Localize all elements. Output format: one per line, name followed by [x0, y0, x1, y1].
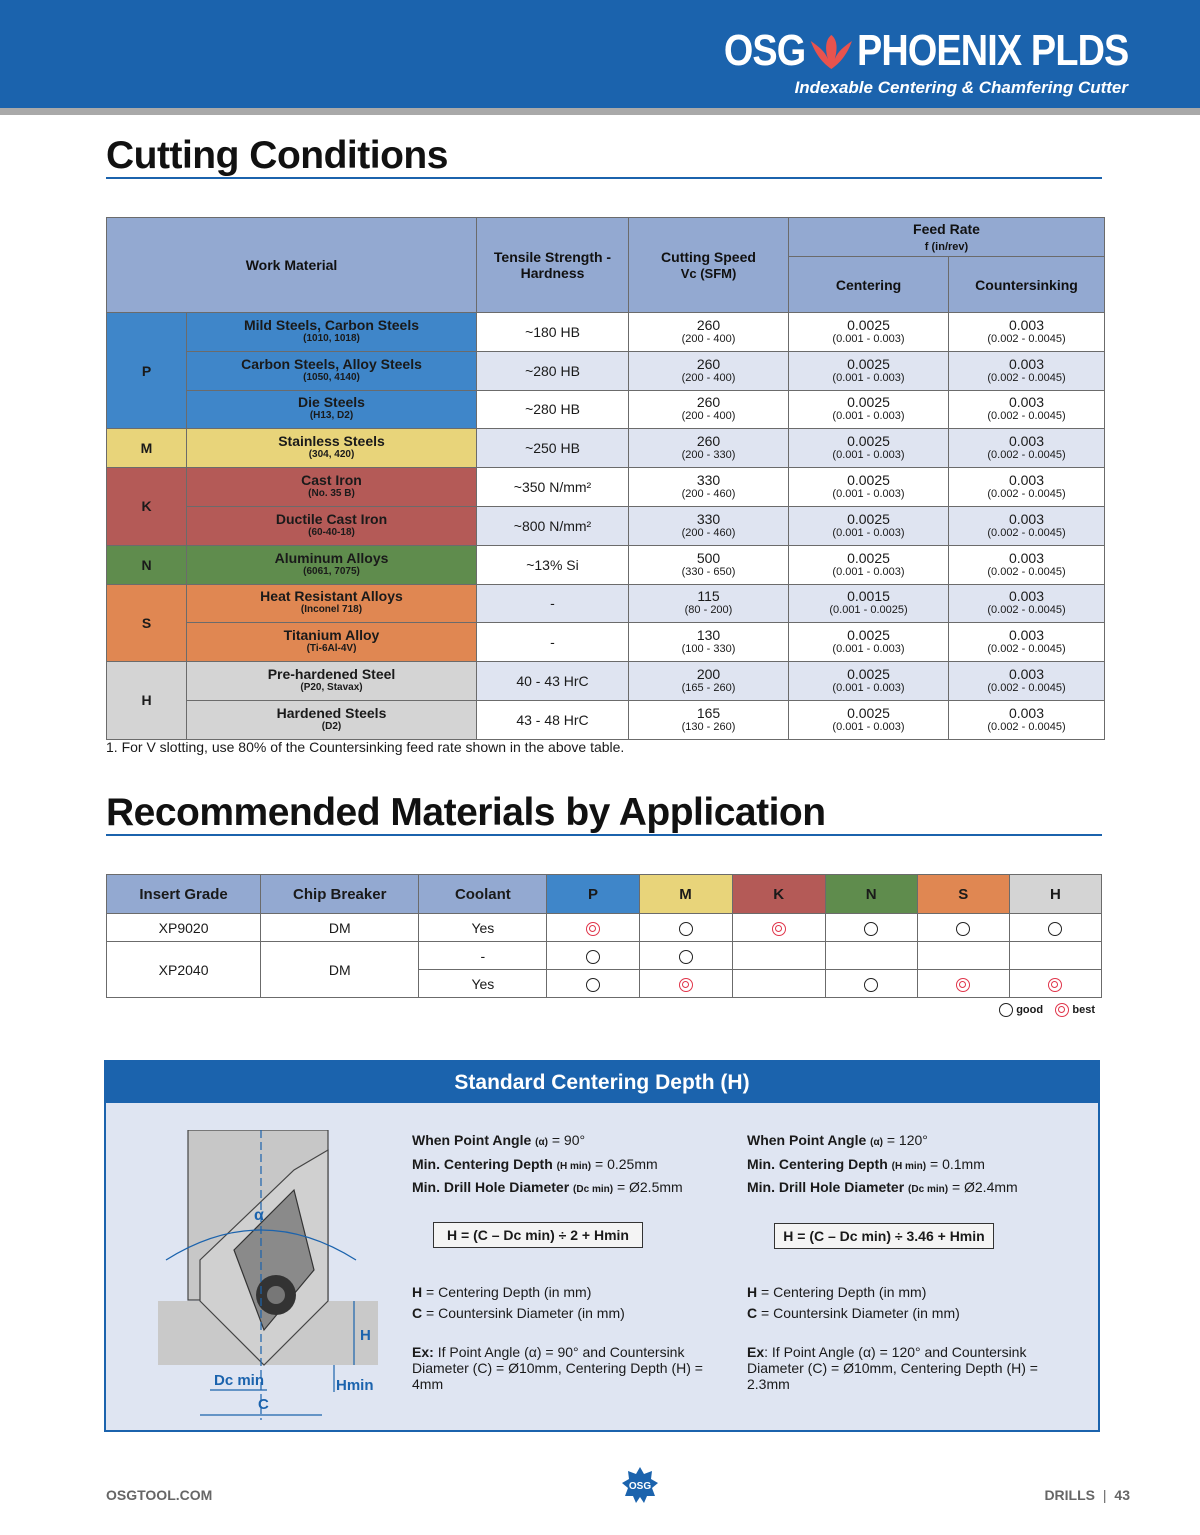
- value-cell: [477, 468, 629, 507]
- value-main: 260: [696, 394, 721, 411]
- rating-cell: [547, 914, 639, 942]
- value-range: (200 - 400): [681, 332, 736, 345]
- right-example: Ex: If Point Angle (α) = 120° and Countersink Diameter (C) = Ø10mm, Centering Depth (H) = 2.3mm: [747, 1344, 1038, 1392]
- header-stripe: [0, 108, 1200, 115]
- value-cell: [949, 351, 1105, 390]
- value-main: 0.003: [1008, 355, 1045, 372]
- value-main: 0.0025: [847, 510, 890, 527]
- value-main: ~280 HB: [525, 362, 580, 379]
- value-main: 260: [696, 433, 721, 450]
- value-range: (165 - 260): [681, 682, 736, 695]
- legend: [999, 1003, 1095, 1017]
- cutting-conditions-title: Cutting Conditions: [106, 134, 448, 177]
- value-cell: [789, 390, 949, 429]
- rating-cell: [825, 970, 917, 998]
- material-cell: [187, 545, 477, 584]
- title-rule: [106, 177, 1102, 179]
- value-cell: [629, 506, 789, 545]
- value-cell: [629, 700, 789, 739]
- value-cell: [629, 584, 789, 623]
- value-cell: [789, 468, 949, 507]
- chip-breaker-cell: DM: [261, 942, 419, 998]
- rating-cell: [732, 970, 825, 998]
- good-circle-icon: [864, 978, 878, 992]
- value-range: (0.001 - 0.003): [832, 526, 905, 539]
- value-range: (80 - 200): [684, 604, 733, 617]
- value-range: (330 - 650): [681, 565, 736, 578]
- rating-cell: [917, 942, 1009, 970]
- header-centering: Centering: [789, 257, 949, 313]
- material-name: Mild Steels, Carbon Steels: [243, 316, 420, 333]
- rating-cell: [825, 942, 917, 970]
- recommended-materials-title: Recommended Materials by Application: [106, 791, 826, 834]
- table-row: [107, 700, 1105, 739]
- value-range: (0.002 - 0.0045): [987, 643, 1066, 656]
- value-range: (200 - 330): [681, 449, 736, 462]
- value-cell: [949, 390, 1105, 429]
- material-cell: [187, 390, 477, 429]
- value-main: 0.003: [1008, 588, 1045, 605]
- value-main: ~250 HB: [525, 440, 580, 457]
- right-formula: H = (C – Dc min) ÷ 3.46 + Hmin: [774, 1223, 994, 1249]
- value-main: 0.0025: [847, 433, 890, 450]
- table-row: [107, 662, 1105, 701]
- value-main: 0.0025: [847, 704, 890, 721]
- value-range: (100 - 330): [681, 643, 736, 656]
- rating-cell: [732, 942, 825, 970]
- chip-breaker-cell: DM: [261, 914, 419, 942]
- material-group-cell: H: [107, 662, 187, 740]
- value-cell: [477, 390, 629, 429]
- material-grades: (No. 35 B): [308, 488, 355, 500]
- material-cell: [187, 662, 477, 701]
- value-main: ~13% Si: [526, 556, 579, 573]
- panel-title: Standard Centering Depth (H): [106, 1062, 1098, 1103]
- value-range: (0.001 - 0.003): [832, 682, 905, 695]
- value-range: (200 - 460): [681, 526, 736, 539]
- header-speed: Cutting Speed Vc (SFM): [629, 218, 789, 313]
- column-header: S: [917, 875, 1009, 914]
- best-double-circle-icon: [586, 922, 600, 936]
- value-main: 0.003: [1008, 704, 1045, 721]
- value-main: 0.003: [1008, 549, 1045, 566]
- material-grades: (P20, Stavax): [300, 682, 363, 694]
- good-circle-icon: [956, 922, 970, 936]
- value-main: 0.0025: [847, 355, 890, 372]
- column-header: N: [825, 875, 917, 914]
- best-double-circle-icon: [679, 978, 693, 992]
- value-cell: [629, 623, 789, 662]
- value-cell: [629, 351, 789, 390]
- value-cell: [949, 623, 1105, 662]
- value-range: (0.002 - 0.0045): [987, 565, 1066, 578]
- left-example: Ex: If Point Angle (α) = 90° and Countersink Diameter (C) = Ø10mm, Centering Depth (H) = 4mm: [412, 1344, 703, 1392]
- value-cell: [789, 700, 949, 739]
- value-cell: [789, 584, 949, 623]
- rating-cell: [639, 942, 732, 970]
- value-cell: [629, 313, 789, 352]
- value-cell: [477, 662, 629, 701]
- header-feed-rate: Feed Rate f (in/rev): [789, 218, 1105, 257]
- column-header: K: [732, 875, 825, 914]
- best-double-circle-icon: [772, 922, 786, 936]
- table-row: [107, 313, 1105, 352]
- material-cell: [187, 351, 477, 390]
- value-main: 0.0025: [847, 472, 890, 489]
- table-row: [107, 390, 1105, 429]
- value-main: 43 - 48 HrC: [516, 711, 589, 728]
- left-spec-block: When Point Angle (α) = 90° Min. Centering Depth (H min) = 0.25mm Min. Drill Hole Diameter (Dc min) = Ø2.5mm: [412, 1132, 683, 1195]
- value-main: 130: [696, 627, 721, 644]
- rating-cell: [1009, 942, 1101, 970]
- dcmin-label: Dc min: [214, 1372, 265, 1389]
- value-cell: [629, 390, 789, 429]
- table-row: [107, 545, 1105, 584]
- value-range: (0.001 - 0.003): [832, 410, 905, 423]
- value-main: 40 - 43 HrC: [516, 673, 589, 690]
- value-cell: [477, 506, 629, 545]
- recommended-materials-table: [106, 874, 1102, 998]
- legend-best: best: [1072, 1004, 1095, 1016]
- value-range: (0.001 - 0.003): [832, 643, 905, 656]
- material-cell: [187, 468, 477, 507]
- value-cell: [477, 584, 629, 623]
- value-main: 0.003: [1008, 627, 1045, 644]
- header-work-material: Work Material: [107, 218, 477, 313]
- value-range: (0.001 - 0.0025): [829, 604, 908, 617]
- value-cell: [789, 506, 949, 545]
- material-cell: [187, 623, 477, 662]
- hmin-label: Hmin: [336, 1377, 374, 1394]
- material-cell: [187, 429, 477, 468]
- value-cell: [629, 429, 789, 468]
- value-range: (0.002 - 0.0045): [987, 449, 1066, 462]
- value-range: (0.001 - 0.003): [832, 449, 905, 462]
- value-cell: [789, 429, 949, 468]
- material-name: Hardened Steels: [276, 704, 387, 721]
- column-header: Chip Breaker: [261, 875, 419, 914]
- left-definitions: H = Centering Depth (in mm) C = Countersink Diameter (in mm): [412, 1284, 625, 1321]
- value-cell: [789, 623, 949, 662]
- material-group-cell: K: [107, 468, 187, 546]
- value-cell: [789, 313, 949, 352]
- good-circle-icon: [1048, 922, 1062, 936]
- value-main: 0.0025: [847, 666, 890, 683]
- value-cell: [949, 700, 1105, 739]
- rating-cell: [547, 970, 639, 998]
- value-main: 0.003: [1008, 433, 1045, 450]
- best-double-circle-icon: [1055, 1003, 1069, 1017]
- rating-cell: [639, 914, 732, 942]
- material-cell: [187, 700, 477, 739]
- value-main: ~800 N/mm²: [513, 517, 592, 534]
- value-cell: [949, 584, 1105, 623]
- value-range: (0.002 - 0.0045): [987, 604, 1066, 617]
- value-cell: [949, 468, 1105, 507]
- value-cell: [477, 700, 629, 739]
- value-cell: [477, 351, 629, 390]
- right-definitions: H = Centering Depth (in mm) C = Countersink Diameter (in mm): [747, 1284, 960, 1321]
- material-name: Carbon Steels, Alloy Steels: [241, 355, 422, 372]
- material-name: Cast Iron: [301, 472, 362, 489]
- material-cell: [187, 506, 477, 545]
- left-formula: H = (C – Dc min) ÷ 2 + Hmin: [433, 1222, 643, 1248]
- h-label: H: [360, 1327, 371, 1344]
- centering-diagram: [154, 1130, 394, 1430]
- value-range: (0.002 - 0.0045): [987, 526, 1066, 539]
- material-name: Heat Resistant Alloys: [260, 588, 403, 605]
- material-grades: (H13, D2): [309, 410, 354, 422]
- phoenix-logo-icon: [807, 33, 855, 73]
- value-range: (0.001 - 0.003): [832, 720, 905, 733]
- good-circle-icon: [679, 950, 693, 964]
- torx-icon: [267, 1286, 285, 1304]
- value-main: 0.0025: [847, 627, 890, 644]
- best-double-circle-icon: [1048, 978, 1062, 992]
- value-cell: [949, 545, 1105, 584]
- coolant-cell: -: [419, 942, 547, 970]
- alpha-label: α: [254, 1207, 264, 1224]
- value-main: 0.0025: [847, 316, 890, 333]
- value-cell: [789, 662, 949, 701]
- rating-cell: [917, 970, 1009, 998]
- coolant-cell: Yes: [419, 914, 547, 942]
- value-cell: [949, 506, 1105, 545]
- material-grades: (Inconel 718): [300, 604, 363, 616]
- value-cell: [789, 545, 949, 584]
- material-name: Aluminum Alloys: [274, 549, 389, 566]
- footer-website: OSGTOOL.COM: [106, 1487, 213, 1503]
- material-name: Ductile Cast Iron: [275, 510, 388, 527]
- rating-cell: [732, 914, 825, 942]
- material-grades: (D2): [321, 720, 342, 732]
- footer-page: [1044, 1487, 1130, 1503]
- material-cell: [187, 584, 477, 623]
- rating-cell: [917, 914, 1009, 942]
- value-range: (200 - 400): [681, 410, 736, 423]
- value-main: -: [550, 595, 555, 612]
- value-cell: [477, 313, 629, 352]
- material-name: Die Steels: [298, 394, 365, 411]
- title-rule: [106, 834, 1102, 836]
- value-cell: [629, 468, 789, 507]
- table-row: [107, 429, 1105, 468]
- value-main: 0.0015: [847, 588, 890, 605]
- value-range: (0.002 - 0.0045): [987, 410, 1066, 423]
- table-row: [107, 914, 1102, 942]
- value-main: ~180 HB: [525, 323, 580, 340]
- footer-divider: |: [1102, 1487, 1107, 1503]
- insert-grade-cell: XP2040: [107, 942, 261, 998]
- value-main: 0.0025: [847, 549, 890, 566]
- brand-logo: OSG PHOENIX PLDS: [723, 26, 1128, 75]
- centering-depth-panel: [104, 1060, 1100, 1432]
- value-main: 165: [696, 704, 721, 721]
- legend-good: good: [1016, 1004, 1044, 1016]
- rating-cell: [547, 942, 639, 970]
- column-header: Insert Grade: [107, 875, 261, 914]
- rating-cell: [1009, 914, 1101, 942]
- column-header: M: [639, 875, 732, 914]
- material-cell: [187, 313, 477, 352]
- footer-logo-text: OSG: [628, 1481, 652, 1492]
- value-main: 330: [696, 472, 721, 489]
- value-cell: [949, 313, 1105, 352]
- value-range: (0.002 - 0.0045): [987, 682, 1066, 695]
- header-countersinking: Countersinking: [949, 257, 1105, 313]
- page-header: [0, 0, 1200, 108]
- footer-page-number: 43: [1114, 1487, 1130, 1503]
- good-circle-icon: [679, 922, 693, 936]
- material-name: Pre-hardened Steel: [267, 666, 396, 683]
- value-main: ~280 HB: [525, 401, 580, 418]
- rating-cell: [639, 970, 732, 998]
- value-cell: [949, 662, 1105, 701]
- value-range: (0.001 - 0.003): [832, 565, 905, 578]
- value-range: (0.001 - 0.003): [832, 371, 905, 384]
- footnote: 1. For V slotting, use 80% of the Countersinking feed rate shown in the above table.: [106, 739, 625, 755]
- osg-logo-icon: [621, 1466, 659, 1504]
- value-range: (0.002 - 0.0045): [987, 720, 1066, 733]
- good-circle-icon: [864, 922, 878, 936]
- value-cell: [629, 545, 789, 584]
- table-row: [107, 623, 1105, 662]
- material-group-cell: N: [107, 545, 187, 584]
- material-grades: (60-40-18): [308, 526, 355, 538]
- value-main: ~350 N/mm²: [513, 479, 592, 496]
- good-circle-icon: [586, 978, 600, 992]
- value-main: 0.003: [1008, 472, 1045, 489]
- coolant-cell: Yes: [419, 970, 547, 998]
- table-row: [107, 506, 1105, 545]
- column-header: P: [547, 875, 639, 914]
- material-group-cell: M: [107, 429, 187, 468]
- value-cell: [789, 351, 949, 390]
- brand-subtitle: Indexable Centering & Chamfering Cutter: [794, 78, 1128, 97]
- table-row: [107, 942, 1102, 970]
- value-main: 260: [696, 316, 721, 333]
- good-circle-icon: [586, 950, 600, 964]
- value-main: 200: [696, 666, 721, 683]
- value-range: (130 - 260): [681, 720, 736, 733]
- value-main: 0.0025: [847, 394, 890, 411]
- table-row: [107, 351, 1105, 390]
- right-spec-block: When Point Angle (α) = 120° Min. Centering Depth (H min) = 0.1mm Min. Drill Hole Diameter (Dc min) = Ø2.4mm: [747, 1132, 1018, 1195]
- value-range: (0.002 - 0.0045): [987, 371, 1066, 384]
- material-grades: (304, 420): [308, 449, 355, 461]
- material-group-cell: S: [107, 584, 187, 662]
- value-main: 330: [696, 510, 721, 527]
- material-grades: (6061, 7075): [303, 565, 360, 577]
- value-range: (0.002 - 0.0045): [987, 488, 1066, 501]
- good-circle-icon: [999, 1003, 1013, 1017]
- value-range: (200 - 400): [681, 371, 736, 384]
- value-main: 0.003: [1008, 394, 1045, 411]
- value-main: 260: [696, 355, 721, 372]
- value-cell: [477, 545, 629, 584]
- value-main: 500: [696, 549, 721, 566]
- value-main: 0.003: [1008, 510, 1045, 527]
- material-grades: (1010, 1018): [303, 332, 360, 344]
- value-range: (0.001 - 0.003): [832, 488, 905, 501]
- table-row: [107, 468, 1105, 507]
- best-double-circle-icon: [956, 978, 970, 992]
- value-cell: [629, 662, 789, 701]
- value-main: 0.003: [1008, 316, 1045, 333]
- c-label: C: [258, 1396, 269, 1413]
- material-grades: (Ti-6Al-4V): [306, 643, 357, 655]
- column-header: H: [1009, 875, 1101, 914]
- value-main: -: [550, 634, 555, 651]
- footer-section: DRILLS: [1044, 1487, 1095, 1503]
- value-range: (0.001 - 0.003): [832, 332, 905, 345]
- header-tensile: Tensile Strength - Hardness: [477, 218, 629, 313]
- value-cell: [477, 429, 629, 468]
- material-name: Stainless Steels: [278, 433, 385, 450]
- value-main: 115: [697, 588, 720, 605]
- material-grades: (1050, 4140): [303, 371, 360, 383]
- value-range: (0.002 - 0.0045): [987, 332, 1066, 345]
- value-cell: [949, 429, 1105, 468]
- table-row: [107, 584, 1105, 623]
- rating-cell: [1009, 970, 1101, 998]
- cutting-conditions-table: [106, 217, 1105, 740]
- rating-cell: [825, 914, 917, 942]
- material-group-cell: P: [107, 313, 187, 429]
- value-range: (200 - 460): [681, 488, 736, 501]
- column-header: Coolant: [419, 875, 547, 914]
- value-cell: [477, 623, 629, 662]
- insert-grade-cell: XP9020: [107, 914, 261, 942]
- value-main: 0.003: [1008, 666, 1045, 683]
- material-name: Titanium Alloy: [283, 627, 380, 644]
